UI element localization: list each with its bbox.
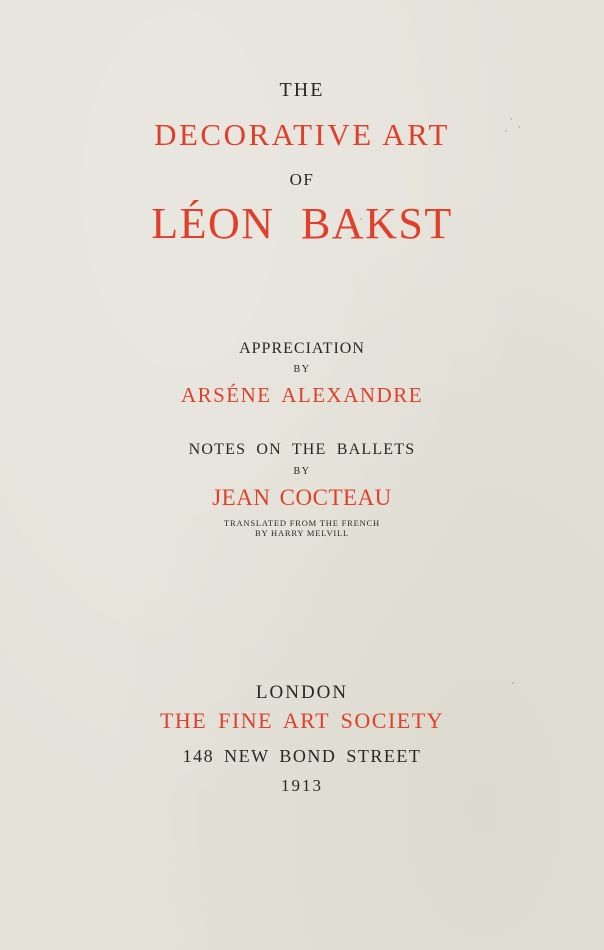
imprint-city: LONDON — [255, 682, 349, 703]
title-the: THE — [279, 79, 325, 101]
imprint-year: 1913 — [281, 776, 323, 795]
translator-line: BY HARRY MELVILL — [254, 528, 350, 538]
appreciation-author: ARSÉNE ALEXANDRE — [180, 383, 424, 407]
imprint-publisher: THE FINE ART SOCIETY — [159, 708, 445, 733]
notes-label: NOTES ON THE BALLETS — [188, 441, 416, 458]
title-decorative-art: DECORATIVE ART — [154, 117, 450, 152]
appreciation-label: APPRECIATION — [239, 340, 365, 357]
paper-speck — [510, 118, 512, 120]
translated-from-line: TRANSLATED FROM THE FRENCH — [224, 518, 380, 528]
paper-speck — [505, 130, 507, 132]
title-leon-bakst: LÉON BAKST — [151, 199, 453, 248]
notes-author: JEAN COCTEAU — [212, 485, 392, 510]
paper-speck — [360, 218, 362, 220]
imprint-address: 148 NEW BOND STREET — [182, 746, 422, 766]
paper-speck — [518, 126, 520, 128]
paper-speck — [512, 682, 514, 684]
title-of: OF — [289, 170, 315, 189]
by-label-1: BY — [293, 364, 311, 375]
by-label-2: BY — [293, 466, 311, 477]
